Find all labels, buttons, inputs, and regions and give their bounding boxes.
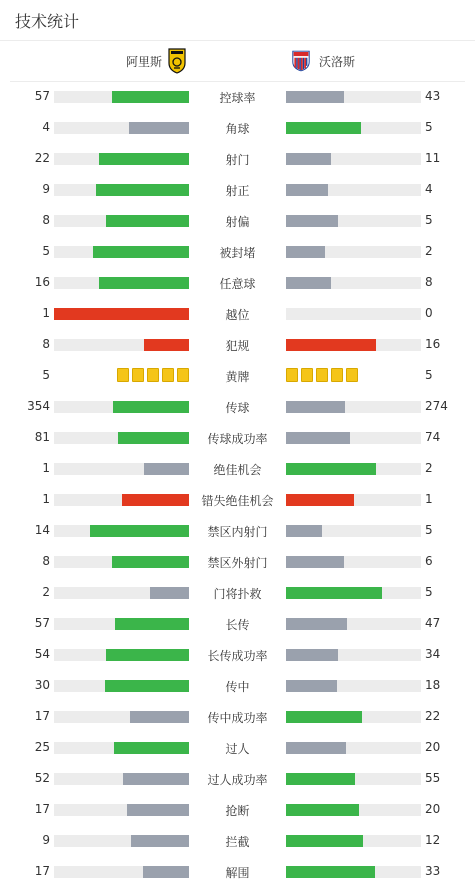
home-value: 4 <box>42 120 50 134</box>
away-bar <box>286 742 346 754</box>
home-bar-track <box>54 494 189 506</box>
home-bar <box>114 742 189 754</box>
stat-row <box>0 671 475 702</box>
yellow-card-icon <box>331 368 343 382</box>
away-bar <box>286 184 328 196</box>
stat-row <box>0 485 475 516</box>
home-bar <box>90 525 189 537</box>
home-bar-track <box>54 587 189 599</box>
away-bar-track <box>286 91 421 103</box>
home-bar <box>112 91 189 103</box>
home-bar <box>118 432 189 444</box>
away-bar-track <box>286 153 421 165</box>
yellow-card-icon <box>316 368 328 382</box>
stat-label: 传球成功率 <box>207 432 268 446</box>
away-bar <box>286 804 359 816</box>
stat-row <box>0 299 475 330</box>
away-bar <box>286 463 376 475</box>
away-bar <box>286 494 354 506</box>
away-value: 22 <box>425 709 441 723</box>
stat-row <box>0 733 475 764</box>
home-yellow-cards <box>117 368 189 382</box>
home-bar-track <box>54 525 189 537</box>
away-bar <box>286 649 338 661</box>
away-bar-track <box>286 773 421 785</box>
away-value: 5 <box>425 213 433 227</box>
away-bar-track <box>286 680 421 692</box>
home-bar <box>130 711 189 723</box>
stat-row <box>0 609 475 640</box>
away-bar-track <box>286 122 421 134</box>
home-bar-track <box>54 91 189 103</box>
home-team-name[interactable]: 阿里斯 <box>125 55 162 69</box>
yellow-card-icon <box>301 368 313 382</box>
home-bar-track <box>54 463 189 475</box>
stat-row <box>0 795 475 826</box>
stat-label: 射偏 <box>225 215 250 229</box>
page-title: 技术统计 <box>15 12 80 31</box>
away-value: 1 <box>425 492 433 506</box>
away-bar <box>286 122 361 134</box>
stat-row <box>0 423 475 454</box>
yellow-card-icon <box>117 368 129 382</box>
home-bar-track <box>54 153 189 165</box>
away-value: 0 <box>425 306 433 320</box>
home-bar-track <box>54 835 189 847</box>
away-bar-track <box>286 587 421 599</box>
away-value: 5 <box>425 523 433 537</box>
home-value: 52 <box>34 771 50 785</box>
away-bar-track <box>286 556 421 568</box>
away-bar-track <box>286 401 421 413</box>
away-bar-track <box>286 804 421 816</box>
away-value: 18 <box>425 678 441 692</box>
home-bar-track <box>54 556 189 568</box>
yellow-card-icon <box>147 368 159 382</box>
away-bar-track <box>286 308 421 320</box>
away-value: 74 <box>425 430 441 444</box>
away-bar-track <box>286 494 421 506</box>
home-value: 8 <box>42 337 50 351</box>
stat-row <box>0 82 475 113</box>
home-bar-track <box>54 680 189 692</box>
stat-label: 角球 <box>225 122 250 136</box>
home-bar <box>127 804 189 816</box>
away-bar <box>286 525 322 537</box>
away-bar <box>286 153 331 165</box>
stat-label: 门将扑救 <box>213 587 262 601</box>
away-bar <box>286 680 337 692</box>
away-bar <box>286 215 338 227</box>
away-team-name[interactable]: 沃洛斯 <box>319 55 356 69</box>
home-bar <box>144 339 189 351</box>
home-bar <box>123 773 189 785</box>
stat-row <box>0 361 475 392</box>
stat-label: 越位 <box>225 308 250 322</box>
home-bar-track <box>54 277 189 289</box>
yellow-card-icon <box>162 368 174 382</box>
away-value: 8 <box>425 275 433 289</box>
stat-label: 抢断 <box>225 804 250 818</box>
stat-row <box>0 857 475 888</box>
stat-row <box>0 144 475 175</box>
away-value: 47 <box>425 616 441 630</box>
stat-row <box>0 392 475 423</box>
home-value: 54 <box>34 647 50 661</box>
home-value: 57 <box>34 89 50 103</box>
away-bar <box>286 587 382 599</box>
away-bar-track <box>286 215 421 227</box>
away-value: 5 <box>425 368 433 382</box>
away-bar-track <box>286 463 421 475</box>
home-bar-track <box>54 804 189 816</box>
away-bar-track <box>286 649 421 661</box>
away-bar-track <box>286 835 421 847</box>
home-bar-track <box>54 339 189 351</box>
yellow-card-icon <box>177 368 189 382</box>
home-value: 1 <box>42 306 50 320</box>
home-bar <box>99 277 189 289</box>
away-bar-track <box>286 339 421 351</box>
away-bar <box>286 246 325 258</box>
stat-row <box>0 578 475 609</box>
away-value: 274 <box>425 399 448 413</box>
home-value: 14 <box>34 523 50 537</box>
stat-label: 解围 <box>225 866 250 880</box>
home-value: 30 <box>34 678 50 692</box>
away-bar-track <box>286 866 421 878</box>
home-bar <box>115 618 189 630</box>
away-bar <box>286 339 376 351</box>
home-bar-track <box>54 618 189 630</box>
home-bar <box>122 494 190 506</box>
home-bar-track <box>54 866 189 878</box>
home-bar-track <box>54 246 189 258</box>
away-value: 12 <box>425 833 441 847</box>
home-bar <box>113 401 189 413</box>
away-team-crest-icon[interactable] <box>292 48 310 74</box>
away-value: 4 <box>425 182 433 196</box>
home-value: 16 <box>34 275 50 289</box>
stat-row <box>0 454 475 485</box>
away-value: 55 <box>425 771 441 785</box>
team-header <box>0 46 475 78</box>
away-bar-track <box>286 525 421 537</box>
away-bar <box>286 556 344 568</box>
yellow-card-icon <box>132 368 144 382</box>
stat-label: 控球率 <box>219 91 256 105</box>
away-bar-track <box>286 432 421 444</box>
home-value: 57 <box>34 616 50 630</box>
home-bar <box>106 215 189 227</box>
stat-row <box>0 764 475 795</box>
home-bar-track <box>54 122 189 134</box>
home-bar-track <box>54 184 189 196</box>
yellow-card-icon <box>286 368 298 382</box>
stat-row <box>0 113 475 144</box>
away-bar-track <box>286 618 421 630</box>
stat-row <box>0 330 475 361</box>
away-bar-track <box>286 277 421 289</box>
away-bar <box>286 773 355 785</box>
away-bar <box>286 618 347 630</box>
home-bar <box>96 184 189 196</box>
stat-label: 黄牌 <box>225 370 250 384</box>
home-value: 2 <box>42 585 50 599</box>
home-value: 81 <box>34 430 50 444</box>
stat-label: 传球 <box>225 401 250 415</box>
stat-label: 过人成功率 <box>207 773 268 787</box>
away-bar-track <box>286 246 421 258</box>
home-value: 25 <box>34 740 50 754</box>
home-value: 354 <box>27 399 50 413</box>
away-value: 5 <box>425 585 433 599</box>
home-bar <box>150 587 189 599</box>
away-value: 11 <box>425 151 441 165</box>
home-bar <box>144 463 189 475</box>
stat-label: 射正 <box>225 184 250 198</box>
home-value: 5 <box>42 244 50 258</box>
away-value: 34 <box>425 647 441 661</box>
home-value: 17 <box>34 709 50 723</box>
stat-label: 错失绝佳机会 <box>201 494 274 508</box>
home-value: 5 <box>42 368 50 382</box>
stat-label: 犯规 <box>225 339 250 353</box>
away-bar-track <box>286 742 421 754</box>
home-bar-track <box>54 215 189 227</box>
home-bar-track <box>54 711 189 723</box>
away-bar <box>286 835 363 847</box>
away-value: 43 <box>425 89 441 103</box>
away-bar-track <box>286 711 421 723</box>
stat-label: 任意球 <box>219 277 256 291</box>
home-value: 9 <box>42 833 50 847</box>
away-bar <box>286 277 331 289</box>
stat-row <box>0 640 475 671</box>
stat-label: 禁区外射门 <box>207 556 268 570</box>
stat-row <box>0 702 475 733</box>
stat-row <box>0 237 475 268</box>
home-bar-track <box>54 401 189 413</box>
stat-label: 禁区内射门 <box>207 525 268 539</box>
stat-row <box>0 516 475 547</box>
away-value: 20 <box>425 740 441 754</box>
home-bar <box>112 556 189 568</box>
home-bar-track <box>54 649 189 661</box>
home-value: 17 <box>34 864 50 878</box>
home-bar <box>99 153 189 165</box>
home-value: 17 <box>34 802 50 816</box>
home-value: 9 <box>42 182 50 196</box>
away-value: 20 <box>425 802 441 816</box>
home-bar <box>143 866 189 878</box>
away-value: 6 <box>425 554 433 568</box>
home-bar-track <box>54 432 189 444</box>
home-value: 22 <box>34 151 50 165</box>
stat-label: 被封堵 <box>219 246 256 260</box>
away-value: 33 <box>425 864 441 878</box>
away-value: 2 <box>425 461 433 475</box>
away-bar <box>286 401 345 413</box>
home-bar <box>105 680 189 692</box>
stat-row <box>0 547 475 578</box>
home-bar-track <box>54 742 189 754</box>
away-bar <box>286 432 350 444</box>
stats-list <box>0 82 475 888</box>
yellow-card-icon <box>346 368 358 382</box>
stat-label: 传中成功率 <box>207 711 268 725</box>
stat-label: 传中 <box>225 680 250 694</box>
home-bar <box>129 122 189 134</box>
stat-label: 长传 <box>225 618 250 632</box>
stat-row <box>0 206 475 237</box>
stat-label: 长传成功率 <box>207 649 268 663</box>
home-value: 8 <box>42 554 50 568</box>
away-yellow-cards <box>286 368 358 382</box>
home-bar-track <box>54 308 189 320</box>
away-value: 16 <box>425 337 441 351</box>
stat-label: 过人 <box>225 742 250 756</box>
home-bar-track <box>54 773 189 785</box>
home-bar <box>93 246 189 258</box>
home-bar <box>54 308 189 320</box>
stat-label: 拦截 <box>225 835 250 849</box>
away-bar <box>286 711 362 723</box>
away-value: 5 <box>425 120 433 134</box>
stat-label: 射门 <box>225 153 250 167</box>
home-value: 1 <box>42 461 50 475</box>
home-bar <box>131 835 189 847</box>
away-bar <box>286 866 375 878</box>
stat-row <box>0 268 475 299</box>
away-bar-track <box>286 184 421 196</box>
away-value: 2 <box>425 244 433 258</box>
home-bar <box>106 649 189 661</box>
title-divider <box>0 40 475 41</box>
home-value: 1 <box>42 492 50 506</box>
stat-row <box>0 826 475 857</box>
home-value: 8 <box>42 213 50 227</box>
home-team-crest-icon[interactable] <box>168 48 186 74</box>
stat-row <box>0 175 475 206</box>
away-bar <box>286 91 344 103</box>
stat-label: 绝佳机会 <box>213 463 262 477</box>
